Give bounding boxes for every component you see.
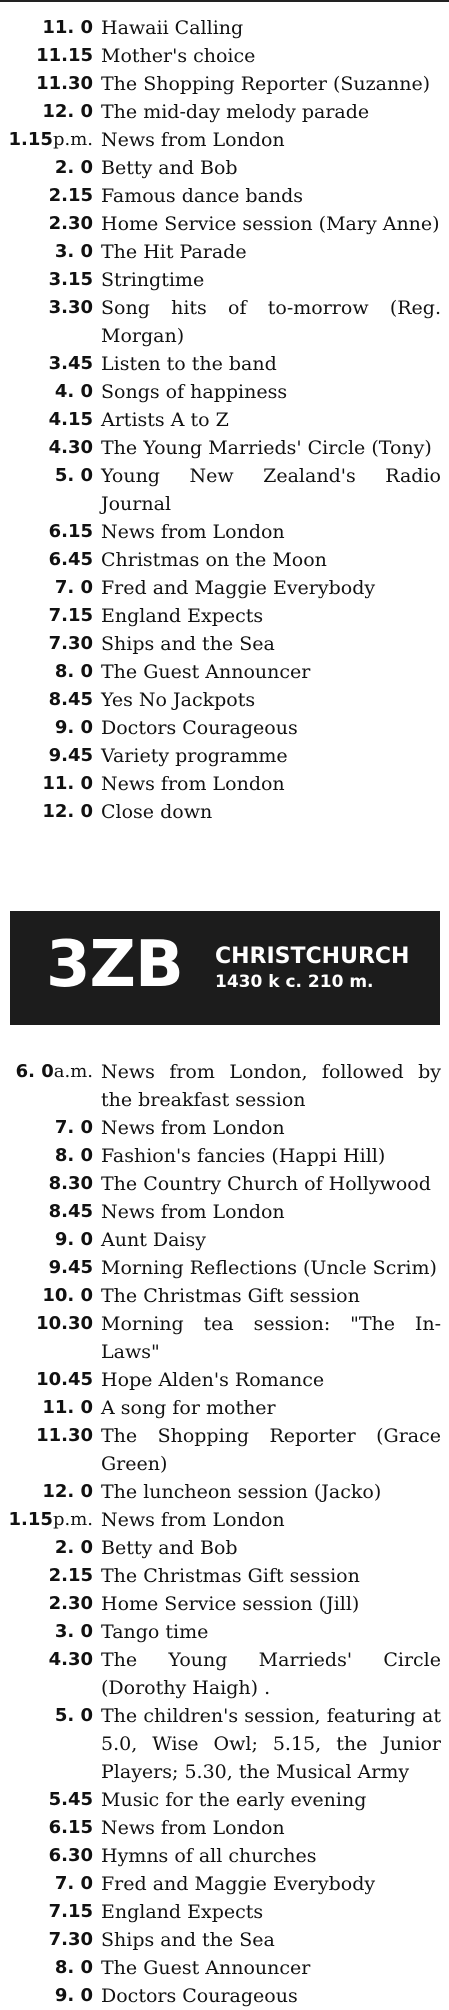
programme-time-value: 12. 0 (42, 801, 93, 822)
programme-time (0, 1170, 95, 1198)
programme-title: Music for the early evening (101, 1789, 367, 1811)
programme-title: Aunt Daisy (101, 1229, 206, 1251)
programme-title: Yes No Jackpots (101, 689, 256, 711)
programme-title: News from London, followed by the breakfast session (101, 1061, 441, 1111)
programme-time (0, 98, 95, 126)
programme-time-value: 3. 0 (54, 1621, 93, 1642)
schedule-row (0, 1366, 449, 1394)
programme-time-value: 9.45 (48, 745, 93, 766)
programme-time-value: 7.15 (48, 1901, 93, 1922)
schedule-row (0, 1870, 449, 1898)
schedule-row (0, 798, 449, 826)
schedule-row (0, 1170, 449, 1198)
programme-time-value: 8. 0 (54, 661, 93, 682)
programme-time-value: 2. 0 (54, 1537, 93, 1558)
programme-time (0, 1366, 95, 1394)
programme-time-value: 6. 0 (15, 1061, 54, 1082)
programme-time-value: 2.30 (48, 213, 93, 234)
schedule-row (0, 294, 449, 350)
programme-time (0, 1954, 95, 1982)
programme-title: Christmas on the Moon (101, 549, 327, 571)
schedule-row (0, 210, 449, 238)
programme-time (0, 1562, 95, 1590)
programme-time (0, 350, 95, 378)
programme-title: News from London (101, 1509, 285, 1531)
schedule-row (0, 714, 449, 742)
programme-title: The mid-day melody parade (101, 101, 370, 123)
programme-time (0, 1982, 95, 2010)
programme-time (0, 1422, 95, 1450)
programme-title: The Young Marrieds' Circle (Tony) (101, 437, 432, 459)
programme-time-value: 6.45 (48, 549, 93, 570)
programme-time (0, 42, 95, 70)
programme-title: Home Service session (Jill) (101, 1593, 360, 1615)
schedule-row (0, 602, 449, 630)
programme-time (0, 1534, 95, 1562)
programme-title: The Guest Announcer (101, 661, 311, 683)
programme-title: The Christmas Gift session (101, 1565, 360, 1587)
station-frequency: 1430 k c. 210 m. (215, 972, 374, 992)
schedule-row (0, 406, 449, 434)
schedule-row (0, 14, 449, 42)
programme-title: The Shopping Reporter (Suzanne) (101, 73, 431, 95)
programme-title: Ships and the Sea (101, 633, 275, 655)
programme-title: Morning tea session: "The In-Laws" (101, 1313, 441, 1363)
programme-time-value: 8.30 (48, 1173, 93, 1194)
programme-time-value: 2.30 (48, 1593, 93, 1614)
programme-time (0, 658, 95, 686)
programme-time-value: 6.30 (48, 1845, 93, 1866)
programme-time-value: 7. 0 (54, 577, 93, 598)
programme-time (0, 1618, 95, 1646)
programme-time-value: 11. 0 (42, 17, 93, 38)
schedule-row (0, 1478, 449, 1506)
programme-time (0, 406, 95, 434)
programme-time (0, 14, 95, 42)
schedule-row (0, 70, 449, 98)
programme-time-value: 7.30 (48, 633, 93, 654)
programme-time (0, 378, 95, 406)
programme-time-value: 9. 0 (54, 1985, 93, 2006)
programme-title: Mother's choice (101, 45, 256, 67)
programme-title: Variety programme (101, 745, 288, 767)
programme-time-value: 9. 0 (54, 717, 93, 738)
schedule-bottom (0, 1058, 449, 2010)
schedule-row (0, 1590, 449, 1618)
programme-time (0, 630, 95, 658)
programme-time (0, 1142, 95, 1170)
programme-time (0, 238, 95, 266)
programme-title: Young New Zealand's Radio Journal (101, 465, 441, 515)
schedule-row (0, 1786, 449, 1814)
schedule-row (0, 126, 449, 154)
programme-title: Betty and Bob (101, 1537, 238, 1559)
schedule-row (0, 266, 449, 294)
programme-time-value: 10.30 (36, 1313, 93, 1334)
programme-time-value: 11. 0 (42, 1397, 93, 1418)
programme-time (0, 1282, 95, 1310)
schedule-row (0, 1226, 449, 1254)
programme-time-value: 2.15 (48, 1565, 93, 1586)
programme-time-value: 3.15 (48, 269, 93, 290)
programme-time (0, 602, 95, 630)
programme-title: Morning Reflections (Uncle Scrim) (101, 1257, 437, 1279)
programme-title: Home Service session (Mary Anne) (101, 213, 440, 235)
programme-time-value: 4.30 (48, 1649, 93, 1670)
programme-time-value: 1.15 (8, 1509, 53, 1530)
programme-time (0, 714, 95, 742)
programme-time (0, 1842, 95, 1870)
schedule-row (0, 658, 449, 686)
programme-time (0, 154, 95, 182)
programme-time-value: 7. 0 (54, 1873, 93, 1894)
programme-time (0, 1198, 95, 1226)
schedule-row (0, 1142, 449, 1170)
programme-time-value: 7.15 (48, 605, 93, 626)
schedule-row (0, 1422, 449, 1478)
programme-time (0, 1590, 95, 1618)
programme-title: News from London (101, 1201, 285, 1223)
schedule-top (0, 14, 449, 826)
programme-time (0, 742, 95, 770)
programme-title: Hawaii Calling (101, 17, 244, 39)
programme-time-value: 2.15 (48, 185, 93, 206)
programme-time (0, 1394, 95, 1422)
programme-title: The Christmas Gift session (101, 1285, 360, 1307)
programme-time-value: 2. 0 (54, 157, 93, 178)
schedule-row (0, 182, 449, 210)
programme-title: Betty and Bob (101, 157, 238, 179)
schedule-row (0, 98, 449, 126)
programme-time-value: 8. 0 (54, 1957, 93, 1978)
programme-time (0, 210, 95, 238)
schedule-row (0, 434, 449, 462)
programme-time-value: 11.15 (36, 45, 93, 66)
programme-time-value: 9. 0 (54, 1229, 93, 1250)
programme-time (0, 1478, 95, 1506)
schedule-row (0, 1506, 449, 1534)
programme-time (0, 686, 95, 714)
programme-title: Hope Alden's Romance (101, 1369, 325, 1391)
programme-title: The Young Marrieds' Circle (Dorothy Haigh) . (101, 1649, 441, 1699)
programme-time (0, 1814, 95, 1842)
programme-title: News from London (101, 1817, 285, 1839)
programme-title: Fred and Maggie Everybody (101, 1873, 376, 1895)
schedule-row (0, 1954, 449, 1982)
programme-title: The Guest Announcer (101, 1957, 311, 1979)
programme-time-value: 6.15 (48, 521, 93, 542)
programme-ampm: p.m. (52, 1509, 93, 1530)
programme-time-value: 4. 0 (54, 381, 93, 402)
programme-title: The Country Church of Hollywood (101, 1173, 431, 1195)
programme-title: Artists A to Z (101, 409, 229, 431)
programme-title: England Expects (101, 1901, 264, 1923)
programme-time (0, 1114, 95, 1142)
schedule-row (0, 42, 449, 70)
schedule-row (0, 770, 449, 798)
programme-time-value: 11.30 (36, 73, 93, 94)
programme-time-value: 5.45 (48, 1789, 93, 1810)
programme-title: Fashion's fancies (Happi Hill) (101, 1145, 386, 1167)
programme-title: Close down (101, 801, 213, 823)
programme-time-value: 12. 0 (42, 1481, 93, 1502)
programme-time-value: 7. 0 (54, 1117, 93, 1138)
programme-time-value: 3. 0 (54, 241, 93, 262)
programme-time-value: 5. 0 (54, 1705, 93, 1726)
programme-time (0, 294, 95, 322)
programme-time-value: 8.45 (48, 689, 93, 710)
programme-ampm: a.m. (53, 1061, 93, 1082)
programme-time (0, 1702, 95, 1730)
programme-time-value: 4.15 (48, 409, 93, 430)
programme-time (0, 798, 95, 826)
programme-title: Tango time (101, 1621, 209, 1643)
programme-title: Stringtime (101, 269, 205, 291)
programme-time-value: 3.30 (48, 297, 93, 318)
schedule-row (0, 1114, 449, 1142)
station-banner (10, 911, 440, 1025)
schedule-row (0, 518, 449, 546)
schedule-row (0, 154, 449, 182)
schedule-row (0, 1282, 449, 1310)
schedule-row (0, 1562, 449, 1590)
programme-title: Doctors Courageous (101, 1985, 298, 2007)
programme-time (0, 1646, 95, 1674)
schedule-row (0, 1842, 449, 1870)
programme-time-value: 10. 0 (42, 1285, 93, 1306)
schedule-row (0, 350, 449, 378)
programme-time (0, 1058, 95, 1086)
programme-title: Hymns of all churches (101, 1845, 317, 1867)
programme-title: Fred and Maggie Everybody (101, 577, 376, 599)
programme-time (0, 1786, 95, 1814)
programme-title: A song for mother (101, 1397, 276, 1419)
programme-title: News from London (101, 129, 285, 151)
schedule-row (0, 378, 449, 406)
programme-time (0, 266, 95, 294)
schedule-row (0, 1198, 449, 1226)
schedule-row (0, 630, 449, 658)
programme-time (0, 182, 95, 210)
schedule-row (0, 1982, 449, 2010)
station-call-sign: 3ZB (46, 928, 183, 1002)
schedule-row (0, 546, 449, 574)
programme-time (0, 434, 95, 462)
programme-title: Doctors Courageous (101, 717, 298, 739)
schedule-row (0, 742, 449, 770)
programme-title: The Shopping Reporter (Grace Green) (101, 1425, 441, 1475)
programme-title: Listen to the band (101, 353, 277, 375)
programme-time (0, 1226, 95, 1254)
schedule-row (0, 1254, 449, 1282)
schedule-row (0, 1310, 449, 1366)
programme-time (0, 1898, 95, 1926)
programme-time-value: 12. 0 (42, 101, 93, 122)
programme-title: The luncheon session (Jacko) (101, 1481, 382, 1503)
programme-time (0, 546, 95, 574)
programme-time-value: 10.45 (36, 1369, 93, 1390)
programme-time (0, 574, 95, 602)
programme-title: The children's session, featuring at 5.0, Wise Owl; 5.15, the Junior Players; 5.30, the Musical Army (101, 1705, 441, 1783)
programme-time (0, 1926, 95, 1954)
schedule-row (0, 1646, 449, 1702)
programme-time-value: 9.45 (48, 1257, 93, 1278)
top-rule (0, 0, 449, 2)
programme-time-value: 8.45 (48, 1201, 93, 1222)
schedule-row (0, 686, 449, 714)
programme-time (0, 1870, 95, 1898)
programme-ampm: p.m. (52, 129, 93, 150)
programme-time-value: 1.15 (8, 129, 53, 150)
programme-title: The Hit Parade (101, 241, 247, 263)
schedule-row (0, 1814, 449, 1842)
programme-time-value: 3.45 (48, 353, 93, 374)
schedule-row (0, 1702, 449, 1786)
programme-title: News from London (101, 521, 285, 543)
programme-title: News from London (101, 1117, 285, 1139)
programme-time-value: 4.30 (48, 437, 93, 458)
programme-title: England Expects (101, 605, 264, 627)
schedule-row (0, 574, 449, 602)
programme-time-value: 11. 0 (42, 773, 93, 794)
programme-time (0, 1254, 95, 1282)
programme-title: Songs of happiness (101, 381, 288, 403)
programme-time (0, 462, 95, 490)
programme-title: News from London (101, 773, 285, 795)
programme-time (0, 770, 95, 798)
programme-title: Song hits of to-morrow (Reg. Morgan) (101, 297, 441, 347)
schedule-row (0, 238, 449, 266)
programme-time-value: 8. 0 (54, 1145, 93, 1166)
programme-time-value: 6.15 (48, 1817, 93, 1838)
schedule-row (0, 1926, 449, 1954)
programme-time (0, 70, 95, 98)
programme-time-value: 11.30 (36, 1425, 93, 1446)
schedule-row (0, 1058, 449, 1114)
schedule-row (0, 462, 449, 518)
station-city: CHRISTCHURCH (215, 944, 410, 969)
programme-title: Ships and the Sea (101, 1929, 275, 1951)
programme-time-value: 5. 0 (54, 465, 93, 486)
programme-time (0, 518, 95, 546)
schedule-row (0, 1394, 449, 1422)
schedule-row (0, 1534, 449, 1562)
schedule-row (0, 1618, 449, 1646)
programme-time (0, 1506, 95, 1534)
schedule-row (0, 1898, 449, 1926)
programme-time (0, 1310, 95, 1338)
programme-time (0, 126, 95, 154)
programme-title: Famous dance bands (101, 185, 303, 207)
programme-time-value: 7.30 (48, 1929, 93, 1950)
